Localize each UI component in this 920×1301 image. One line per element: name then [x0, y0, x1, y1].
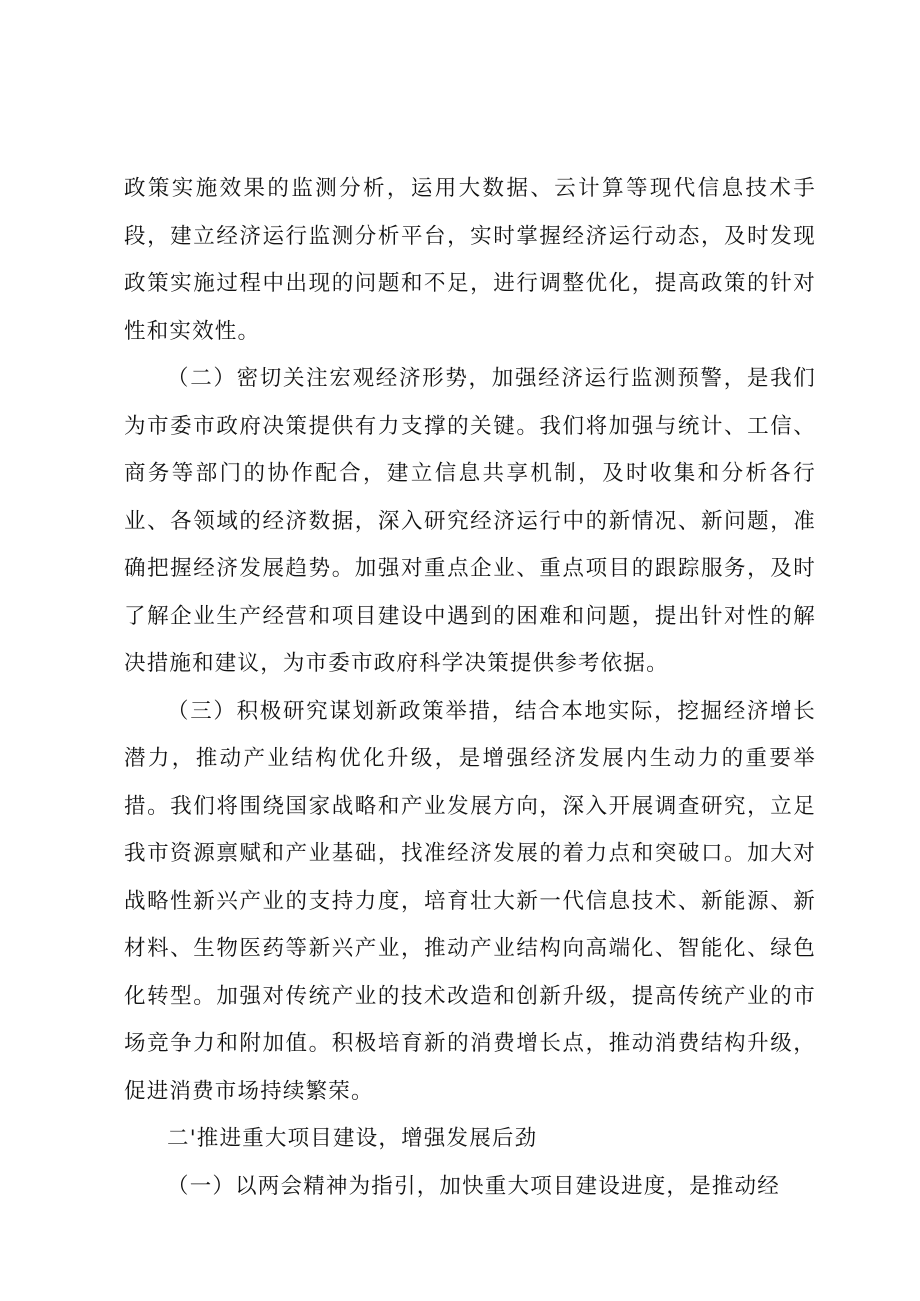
paragraph-project-1: （一）以两会精神为指引，加快重大项目建设进度，是推动经	[167, 1173, 780, 1199]
paragraph-continuation: 政策实施效果的监测分析，运用大数据、云计算等现代信息技术手段，建立经济运行监测分析平台，实时掌握经济运行动态，及时发现政策实施过程中出现的问题和不足，进行调整优化，提高政策的针对性和实效性。	[124, 176, 816, 344]
paragraph-section-2: （二）密切关注宏观经济形势，加强经济运行监测预警，是我们为市委市政府决策提供有力支撑的关键。我们将加强与统计、工信、商务等部门的协作配合，建立信息共享机制，及时收集和分析各行业、各领域的经济数据，深入研究经济运行中的新情况、新问题，准确把握经济发展趋势。加强对重点企业、重点项目的跟踪服务，及时了解企业生产经营和项目建设中遇到的困难和问题，提出针对性的解决措施和建议，为市委市政府科学决策提供参考依据。	[124, 366, 816, 676]
section-heading: 二'推进重大项目建设，增强发展后劲	[167, 1126, 538, 1151]
document-body	[124, 165, 816, 1210]
paragraph-section-3: （三）积极研究谋划新政策举措，结合本地实际，挖掘经济增长潜力，推动产业结构优化升级，是增强经济发展内生动力的重要举措。我们将围绕国家战略和产业发展方向，深入开展调查研究，立足我市资源禀赋和产业基础，找准经济发展的着力点和突破口。加大对战略性新兴产业的支持力度，培育壮大新一代信息技术、新能源、新材料、生物医药等新兴产业，推动产业结构向高端化、智能化、绿色化转型。加强对传统产业的技术改造和创新升级，提高传统产业的市场竞争力和附加值。积极培育新的消费增长点，推动消费结构升级，促进消费市场持续繁荣。	[124, 698, 816, 1104]
